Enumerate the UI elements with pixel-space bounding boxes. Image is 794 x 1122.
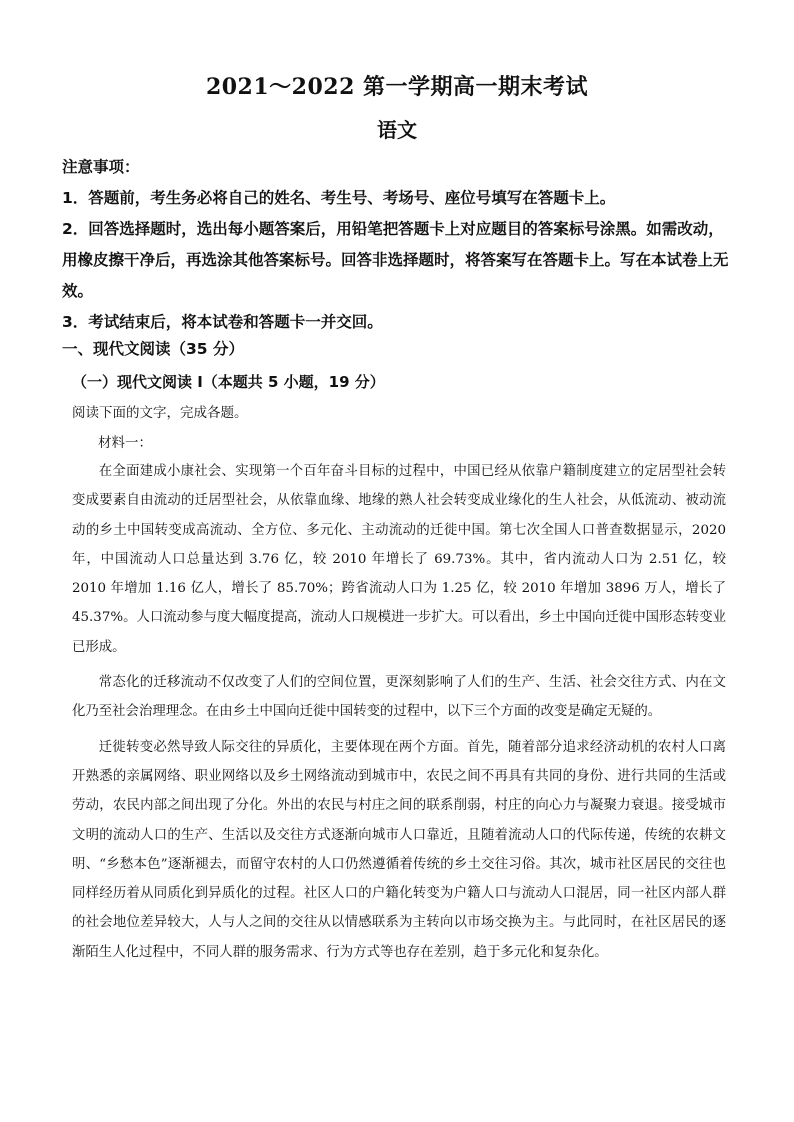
paragraph: 常态化的迁移流动不仅改变了人们的空间位置，更深刻影响了人们的生产、生活、社会交往方式、内在文化乃至社会治理理念。在由乡土中国向迁徙中国转变的过程中，以下三个方面的改变是确定无疑的。: [72, 675, 726, 720]
note-item-2: 2．回答选择题时，选出每小题答案后，用铅笔把答题卡上对应题目的答案标号涂黑。如需改动，用橡皮擦干净后，再选涂其他答案标号。回答非选择题时，将答案写在答题卡上。写在本试卷上无效。: [62, 220, 729, 300]
notes-block: [62, 152, 737, 338]
exam-title: 2021～2022 第一学期高一期末考试: [205, 74, 589, 100]
subject-title: 语文: [377, 118, 417, 142]
note-item-1: 1．答题前，考生务必将自己的姓名、考生号、考场号、座位号填写在答题卡上。: [62, 189, 616, 207]
material-text: [72, 457, 726, 973]
subsection-heading: （一）现代文阅读 I（本题共 5 小题，19 分）: [72, 373, 385, 391]
note-item-3: 3．考试结束后，将本试卷和答题卡一并交回。: [62, 313, 383, 331]
paragraph: 在全面建成小康社会、实现第一个百年奋斗目标的过程中，中国已经从依靠户籍制度建立的定居型社会转变成要素自由流动的迁居型社会，从依靠血缘、地缘的熟人社会转变成业缘化的生人社会，从低流动、被动流动的乡土中国转变成高流动、全方位、多元化、主动流动的迁徙中国。第七次全国人口普查数据显示，2020 年，中国流动人口总量达到 3.76 亿，较 2010 年增长了 69.73%。其中，省内流动人口为 2.51 亿，较 2010 年增加 1.16 亿人，增长了 85.70%；跨省流动人口为 1.25 亿，较 2010 年增加 3896 万人，增长了 45.37%。人口流动参与度大幅度提高，流动人口规模进一步扩大。可以看出，乡土中国向迁徙中国形态转变业已形成。: [72, 464, 726, 655]
notes-heading: 注意事项：: [62, 158, 140, 176]
reading-instruction: 阅读下面的文字，完成各题。: [72, 405, 248, 421]
paragraph: 迁徙转变必然导致人际交往的异质化，主要体现在两个方面。首先，随着部分追求经济动机的农村人口离开熟悉的亲属网络、职业网络以及乡土网络流动到城市中，农民之间不再具有共同的身份、进行共同的生活或劳动，农民内部之间出现了分化。外出的农民与村庄之间的联系削弱，村庄的向心力与凝聚力衰退。接受城市文明的流动人口的生产、生活以及交往方式逐渐向城市人口靠近，且随着流动人口的代际传递，传统的农耕文明、“乡愁本色”逐渐褪去，而留守农村的人口仍然遵循着传统的乡土交往习俗。其次，城市社区居民的交往也同样经历着从同质化到异质化的过程。社区人口的户籍化转变为户籍人口与流动人口混居，同一社区内部人群的社会地位差异较大，人与人之间的交往从以情感联系为主转向以市场交换为主。与此同时，在社区居民的逐渐陌生人化过程中，不同人群的服务需求、行为方式等也存在差别，趋于多元化和复杂化。: [72, 739, 726, 960]
material-label: 材料一：: [98, 435, 152, 451]
section-heading: 一、现代文阅读（35 分）: [62, 340, 244, 358]
